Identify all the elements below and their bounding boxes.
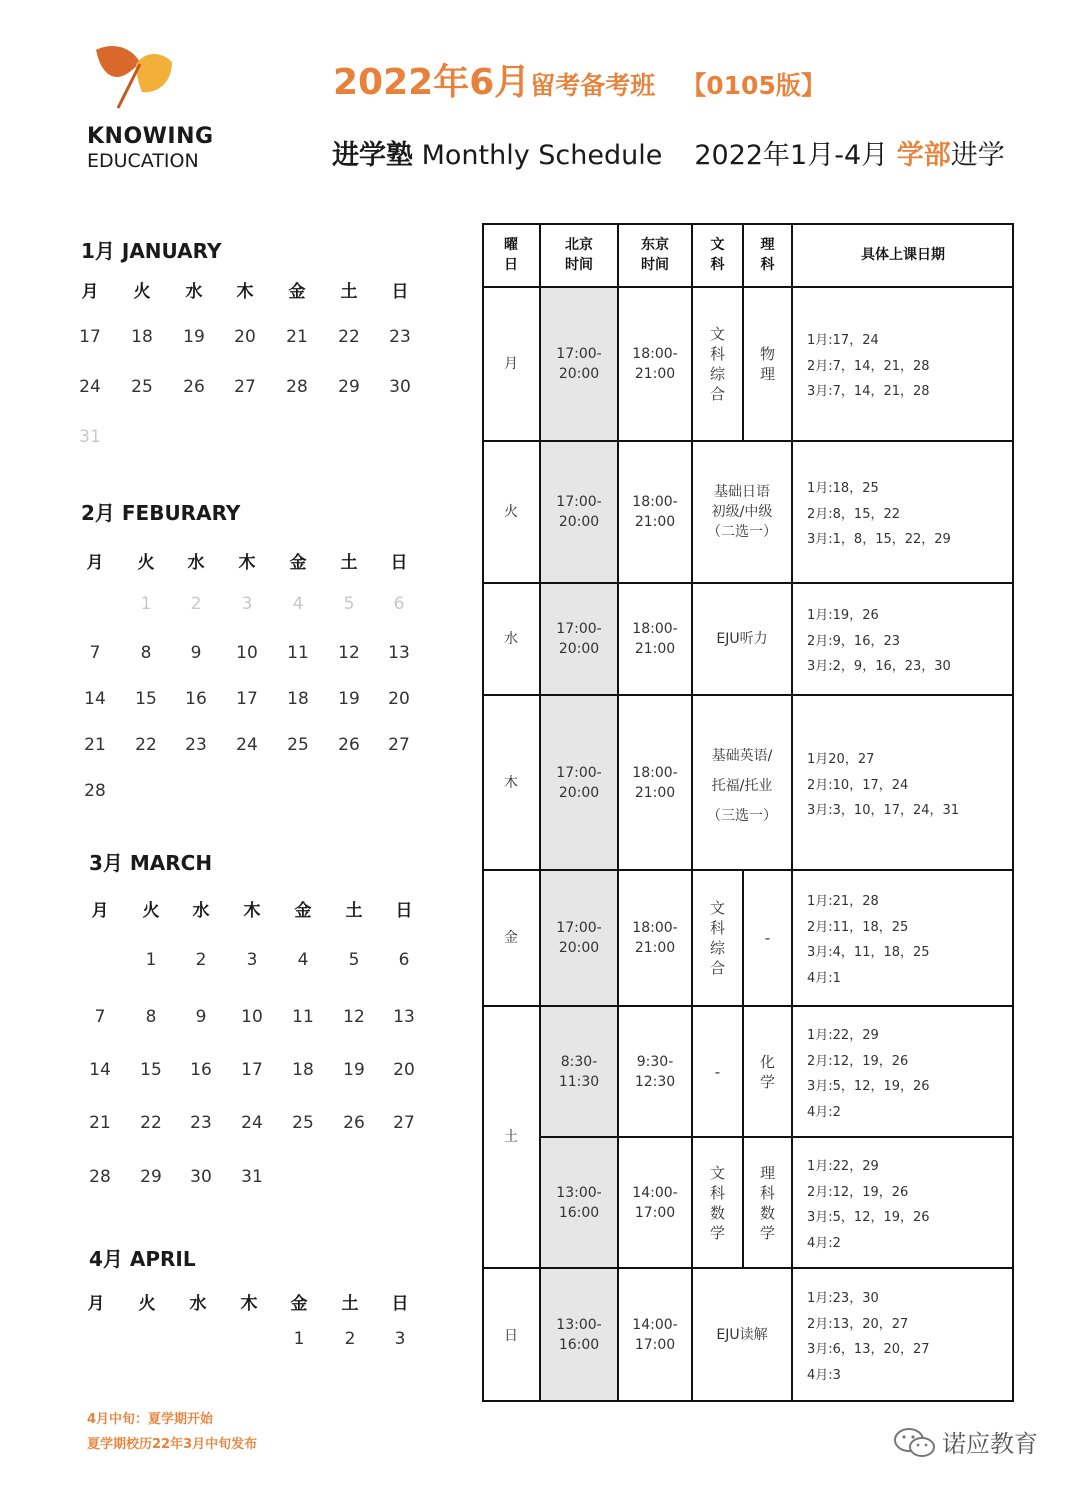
row-fri-dates: 1月:21，28 2月:11，18，25 3月:4，11，18，25 4月:1 xyxy=(807,894,930,986)
page-title xyxy=(333,54,826,105)
row-thu-day: 木 xyxy=(504,775,518,791)
row-mon-rika: 物 理 xyxy=(759,345,775,383)
row-mon-bunka: 文 科 综 合 xyxy=(709,325,725,403)
row-sun-day: 日 xyxy=(504,1328,518,1344)
header-tokyo-time: 东京 时间 xyxy=(641,237,669,273)
weekday-label: 日 xyxy=(391,282,409,302)
calendar-day: 24 xyxy=(236,735,258,755)
weekday-label: 日 xyxy=(391,1294,409,1314)
brand-name: KNOWING xyxy=(87,124,214,149)
calendar-day: 6 xyxy=(398,950,410,970)
calendar-day: 5 xyxy=(343,594,355,614)
row-wed-dates: 1月:19，26 2月:9，16，23 3月:2，9，16，23，30 xyxy=(807,608,951,674)
row-tue-subject: 基础日语 初级/中级 （二选一） xyxy=(707,484,777,540)
row-fri-rika: - xyxy=(764,929,771,947)
calendar-day: 26 xyxy=(338,735,360,755)
calendar-day: 22 xyxy=(135,735,157,755)
calendar-day: 25 xyxy=(131,377,153,397)
wechat-icon xyxy=(893,1426,937,1460)
sub-range: 2022年1月-4月 xyxy=(694,140,897,171)
calendar-day: 1 xyxy=(140,594,152,614)
calendar-day: 29 xyxy=(140,1167,162,1187)
month-title-feb: 2月 FEBURARY xyxy=(81,501,241,525)
weekday-label: 金 xyxy=(290,1294,308,1314)
calendar-day: 15 xyxy=(140,1060,162,1080)
calendar-day: 13 xyxy=(388,643,410,663)
calendar-day: 7 xyxy=(89,643,101,663)
sub-range-highlight: 学部 xyxy=(896,140,951,171)
calendar-day: 16 xyxy=(185,689,207,709)
calendar-day: 15 xyxy=(135,689,157,709)
weekday-label: 水 xyxy=(185,282,203,302)
row-wed-tokyo: 18:00- 21:00 xyxy=(632,621,678,657)
calendar-day: 14 xyxy=(84,689,106,709)
calendar-day: 22 xyxy=(140,1113,162,1133)
calendar-day: 27 xyxy=(234,377,256,397)
row-tue-tokyo: 18:00- 21:00 xyxy=(632,494,678,530)
row-mon-day: 月 xyxy=(504,356,518,372)
calendar-day: 19 xyxy=(183,327,205,347)
calendar-day: 9 xyxy=(195,1007,207,1027)
calendar-day: 29 xyxy=(338,377,360,397)
sub-school: 进学塾 xyxy=(332,140,413,171)
calendar-day: 2 xyxy=(344,1329,356,1349)
sub-schedule: Monthly Schedule xyxy=(413,140,663,171)
weekday-label: 土 xyxy=(340,282,358,302)
calendar-day: 17 xyxy=(241,1060,263,1080)
footer-note-2: 夏学期校历22年3月中旬发布 xyxy=(87,1437,258,1452)
calendar-day: 17 xyxy=(79,327,101,347)
row-wed-beijing: 17:00- 20:00 xyxy=(556,621,602,657)
title-version: 【0105版】 xyxy=(681,71,826,100)
calendar-day: 20 xyxy=(393,1060,415,1080)
header-day: 曜 日 xyxy=(504,237,518,273)
row-mon-beijing: 17:00- 20:00 xyxy=(556,346,602,382)
row-tue-beijing: 17:00- 20:00 xyxy=(556,494,602,530)
calendar-day: 23 xyxy=(389,327,411,347)
weekday-label: 火 xyxy=(137,553,155,573)
calendar-day: 23 xyxy=(185,735,207,755)
calendar-day: 30 xyxy=(190,1167,212,1187)
row-fri-day: 金 xyxy=(504,930,518,946)
calendar-day: 18 xyxy=(292,1060,314,1080)
calendar-day: 31 xyxy=(79,427,101,447)
weekday-label: 水 xyxy=(187,553,205,573)
calendar-day: 26 xyxy=(183,377,205,397)
row-fri-beijing: 17:00- 20:00 xyxy=(556,920,602,956)
calendar-day: 23 xyxy=(190,1113,212,1133)
calendar-day: 1 xyxy=(145,950,157,970)
calendar-day: 3 xyxy=(241,594,253,614)
calendar-day: 19 xyxy=(338,689,360,709)
row-tue-dates: 1月:18，25 2月:8，15，22 3月:1，8，15，22，29 xyxy=(807,481,951,547)
row-mon-tokyo: 18:00- 21:00 xyxy=(632,346,678,382)
weekday-label: 日 xyxy=(395,901,413,921)
weekday-label: 火 xyxy=(142,901,160,921)
calendar-day: 13 xyxy=(393,1007,415,1027)
row-thu-dates: 1月20，27 2月:10，17，24 3月:3，10，17，24，31 xyxy=(807,752,960,818)
ginkgo-leaf-logo xyxy=(92,42,176,112)
weekday-label: 水 xyxy=(192,901,210,921)
calendar-day: 24 xyxy=(241,1113,263,1133)
row-wed-day: 水 xyxy=(504,631,518,647)
calendar-day: 22 xyxy=(338,327,360,347)
calendar-day: 21 xyxy=(89,1113,111,1133)
weekday-label: 木 xyxy=(236,282,254,302)
weekday-label: 日 xyxy=(390,553,408,573)
sub-range-end: 进学 xyxy=(950,140,1005,171)
row-thu-tokyo: 18:00- 21:00 xyxy=(632,765,678,801)
calendar-day: 10 xyxy=(241,1007,263,1027)
calendar-day: 2 xyxy=(190,594,202,614)
footer-note-1: 4月中旬：夏学期开始 xyxy=(87,1412,214,1427)
calendar-day: 27 xyxy=(393,1113,415,1133)
calendar-day: 18 xyxy=(131,327,153,347)
calendar-day: 16 xyxy=(190,1060,212,1080)
row-sat-am-beijing: 8:30- 11:30 xyxy=(558,1054,600,1090)
calendar-day: 20 xyxy=(388,689,410,709)
weekday-label: 金 xyxy=(288,282,306,302)
calendar-day: 21 xyxy=(84,735,106,755)
row-mon-dates: 1月:17，24 2月:7，14，21，28 3月:7，14，21，28 xyxy=(807,333,930,399)
calendar-day: 21 xyxy=(286,327,308,347)
row-sat-pm-bunka: 文 科 数 学 xyxy=(709,1164,725,1242)
row-tue-day: 火 xyxy=(504,504,518,520)
row-wed-subject: EJU听力 xyxy=(716,631,768,647)
calendar-day: 4 xyxy=(292,594,304,614)
header-dates: 具体上课日期 xyxy=(861,247,945,263)
calendar-day: 3 xyxy=(394,1329,406,1349)
calendar-day: 5 xyxy=(348,950,360,970)
weekday-label: 木 xyxy=(240,1294,258,1314)
row-thu-beijing: 17:00- 20:00 xyxy=(556,765,602,801)
title-year-month: 2022年6月 xyxy=(333,62,531,103)
calendar-day: 19 xyxy=(343,1060,365,1080)
calendar-day: 10 xyxy=(236,643,258,663)
row-sun-tokyo: 14:00- 17:00 xyxy=(632,1317,678,1353)
weekday-label: 木 xyxy=(238,553,256,573)
calendar-day: 4 xyxy=(297,950,309,970)
calendar-day: 6 xyxy=(393,594,405,614)
calendar-day: 25 xyxy=(292,1113,314,1133)
calendar-day: 31 xyxy=(241,1167,263,1187)
title-course: 留考备考班 xyxy=(530,71,656,100)
weekday-label: 土 xyxy=(341,1294,359,1314)
header-rika: 理 科 xyxy=(760,237,775,273)
row-sat-pm-rika: 理 科 数 学 xyxy=(759,1164,775,1242)
row-sat-am-rika: 化 学 xyxy=(759,1053,775,1091)
calendar-day: 28 xyxy=(286,377,308,397)
header-bunka: 文 科 xyxy=(710,237,725,273)
calendar-day: 12 xyxy=(338,643,360,663)
calendar-day: 28 xyxy=(84,781,106,801)
row-sun-subject: EJU读解 xyxy=(716,1327,768,1343)
weekday-label: 金 xyxy=(289,553,307,573)
calendar-day: 26 xyxy=(343,1113,365,1133)
weekday-label: 木 xyxy=(243,901,261,921)
weekday-label: 月 xyxy=(87,1294,105,1314)
calendar-day: 9 xyxy=(190,643,202,663)
watermark-text: 诺应教育 xyxy=(942,1430,1038,1458)
calendar-day: 27 xyxy=(388,735,410,755)
calendar-day: 12 xyxy=(343,1007,365,1027)
calendar-day: 30 xyxy=(389,377,411,397)
row-sat-pm-tokyo: 14:00- 17:00 xyxy=(632,1185,678,1221)
calendar-day: 3 xyxy=(246,950,258,970)
calendar-day: 11 xyxy=(292,1007,314,1027)
calendar-day: 1 xyxy=(293,1329,305,1349)
weekday-label: 月 xyxy=(86,553,104,573)
month-title-apr: 4月 APRIL xyxy=(89,1247,196,1271)
month-title-mar: 3月 MARCH xyxy=(89,851,213,875)
row-sat-am-tokyo: 9:30- 12:30 xyxy=(634,1054,676,1090)
calendar-day: 28 xyxy=(89,1167,111,1187)
calendar-day: 8 xyxy=(140,643,152,663)
row-sat-pm-dates: 1月:22，29 2月:12，19，26 3月:5，12，19，26 4月:2 xyxy=(807,1159,930,1251)
calendar-day: 18 xyxy=(287,689,309,709)
schedule-table xyxy=(482,223,1014,1403)
weekday-label: 土 xyxy=(345,901,363,921)
weekday-label: 金 xyxy=(294,901,312,921)
calendar-day: 2 xyxy=(195,950,207,970)
calendar-day: 8 xyxy=(145,1007,157,1027)
page-subtitle xyxy=(332,133,1005,172)
calendar-day: 11 xyxy=(287,643,309,663)
row-thu-subject: 基础英语/ 托福/托业 （三选一） xyxy=(707,748,777,824)
weekday-label: 月 xyxy=(91,901,109,921)
row-fri-bunka: 文 科 综 合 xyxy=(709,899,725,977)
header-beijing-time: 北京 时间 xyxy=(565,237,593,273)
brand-subname: EDUCATION xyxy=(87,150,199,172)
row-sat-day: 土 xyxy=(504,1129,518,1145)
calendar-day: 17 xyxy=(236,689,258,709)
row-sat-am-dates: 1月:22，29 2月:12，19，26 3月:5，12，19，26 4月:2 xyxy=(807,1028,930,1120)
row-sat-pm-beijing: 13:00- 16:00 xyxy=(556,1185,602,1221)
calendar-day: 25 xyxy=(287,735,309,755)
weekday-label: 火 xyxy=(138,1294,156,1314)
row-sat-am-bunka: - xyxy=(714,1063,721,1081)
row-sun-beijing: 13:00- 16:00 xyxy=(556,1317,602,1353)
row-sun-dates: 1月:23，30 2月:13，20，27 3月:6，13，20，27 4月:3 xyxy=(807,1291,930,1383)
weekday-label: 月 xyxy=(81,282,99,302)
month-title-jan: 1月 JANUARY xyxy=(81,239,222,263)
calendar-day: 20 xyxy=(234,327,256,347)
calendar-day: 14 xyxy=(89,1060,111,1080)
calendar-day: 24 xyxy=(79,377,101,397)
row-fri-tokyo: 18:00- 21:00 xyxy=(632,920,678,956)
weekday-label: 火 xyxy=(133,282,151,302)
calendar-day: 7 xyxy=(94,1007,106,1027)
weekday-label: 水 xyxy=(189,1294,207,1314)
weekday-label: 土 xyxy=(340,553,358,573)
